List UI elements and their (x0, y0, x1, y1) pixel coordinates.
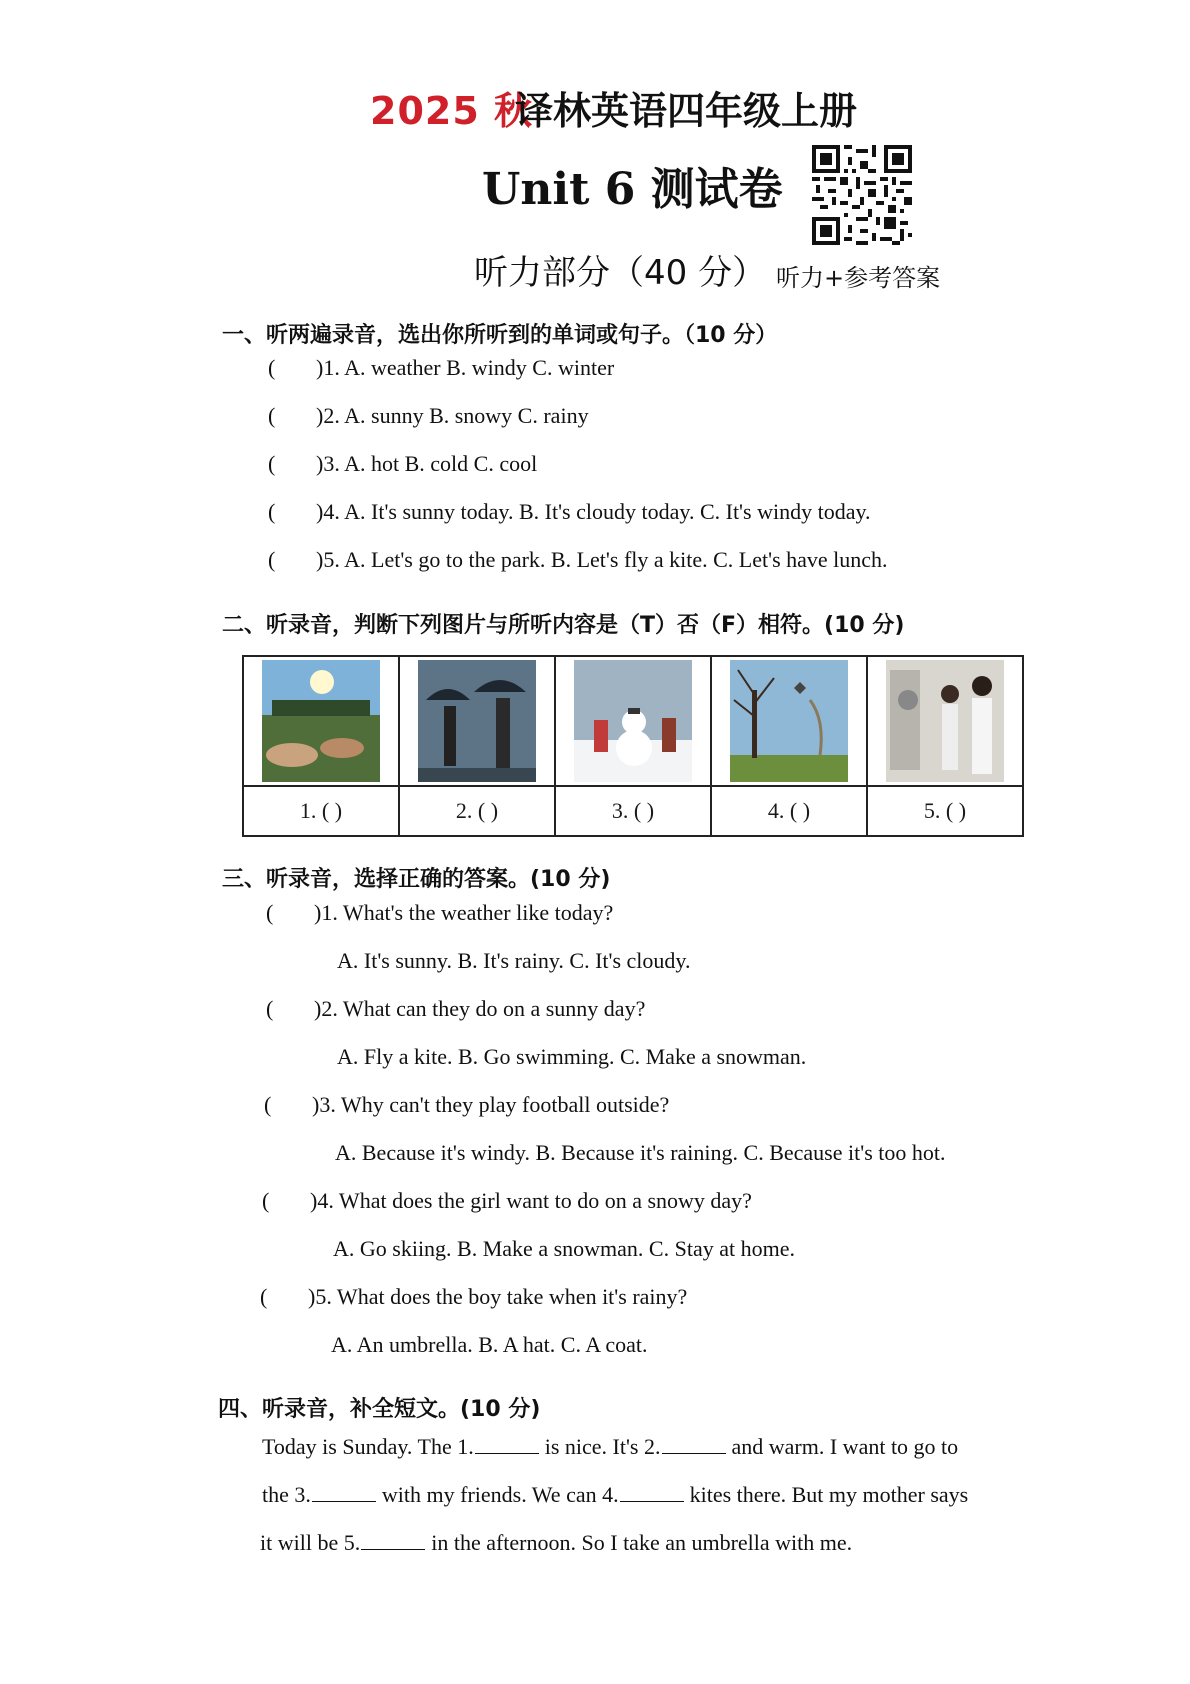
section3-question: ( )5. What does the boy take when it's rainy? (260, 1284, 688, 1309)
kids-window-image (886, 660, 1004, 782)
picture-cell (555, 656, 711, 786)
answer-blank[interactable]: 5. ( ) (867, 786, 1023, 836)
section3-options: A. Fly a kite. B. Go swimming. C. Make a snowman. (337, 1044, 807, 1069)
passage-line: Today is Sunday. The 1. is nice. It's 2. and warm. I want to go to (262, 1434, 959, 1459)
section3-options: A. Go skiing. B. Make a snowman. C. Stay at home. (333, 1236, 795, 1261)
qr-code-icon[interactable] (812, 142, 912, 248)
header-title: 译林英语四年级上册 (515, 89, 858, 133)
fill-blank-3[interactable] (312, 1483, 376, 1502)
header-year: 2025 秋 (370, 89, 533, 133)
section3-question: ( )4. What does the girl want to do on a snowy day? (262, 1188, 752, 1213)
fill-blank-2[interactable] (662, 1435, 726, 1454)
windy-tree-image (730, 660, 848, 782)
answer-blank[interactable]: 1. ( ) (243, 786, 399, 836)
passage-line: the 3. with my friends. We can 4. kites there. But my mother says (262, 1482, 969, 1507)
section3-question: ( )3. Why can't they play football outside? (264, 1092, 670, 1117)
section1-item: ( )1. A. weather B. windy C. winter (268, 355, 615, 380)
fill-blank-5[interactable] (361, 1531, 425, 1550)
section3-options: A. An umbrella. B. A hat. C. A coat. (331, 1332, 648, 1357)
rainy-umbrella-image (418, 660, 536, 782)
fill-blank-1[interactable] (475, 1435, 539, 1454)
section1-item: ( )3. A. hot B. cold C. cool (268, 451, 538, 476)
answer-blank[interactable]: 2. ( ) (399, 786, 555, 836)
picture-cell (711, 656, 867, 786)
unit-title: Unit 6 测试卷 (482, 164, 783, 215)
section3-options: A. Because it's windy. B. Because it's raining. C. Because it's too hot. (335, 1140, 946, 1165)
picture-cell (399, 656, 555, 786)
listening-section-title: 听力部分（40 分） (474, 253, 767, 293)
snowman-image (574, 660, 692, 782)
qr-label: 听力+参考答案 (776, 264, 941, 292)
section1-item: ( )4. A. It's sunny today. B. It's cloudy today. C. It's windy today. (268, 499, 871, 524)
picture-cell (243, 656, 399, 786)
section1-item: ( )5. A. Let's go to the park. B. Let's fly a kite. C. Let's have lunch. (268, 547, 888, 572)
fill-blank-4[interactable] (620, 1483, 684, 1502)
section3-question: ( )1. What's the weather like today? (266, 900, 614, 925)
sunny-park-image (262, 660, 380, 782)
picture-cell (867, 656, 1023, 786)
section3-question: ( )2. What can they do on a sunny day? (266, 996, 646, 1021)
passage-line: it will be 5. in the afternoon. So I take an umbrella with me. (260, 1530, 853, 1555)
section1-item: ( )2. A. sunny B. snowy C. rainy (268, 403, 589, 428)
section2-title: 二、听录音，判断下列图片与所听内容是（T）否（F）相符。(10 分) (222, 613, 905, 638)
section4-title: 四、听录音，补全短文。(10 分) (218, 1397, 541, 1422)
answer-blank[interactable]: 3. ( ) (555, 786, 711, 836)
answer-blank[interactable]: 4. ( ) (711, 786, 867, 836)
section3-options: A. It's sunny. B. It's rainy. C. It's cloudy. (337, 948, 691, 973)
section1-title: 一、听两遍录音，选出你所听到的单词或句子。（10 分） (222, 323, 778, 348)
picture-table (242, 655, 1024, 837)
section3-title: 三、听录音，选择正确的答案。(10 分) (222, 867, 611, 892)
